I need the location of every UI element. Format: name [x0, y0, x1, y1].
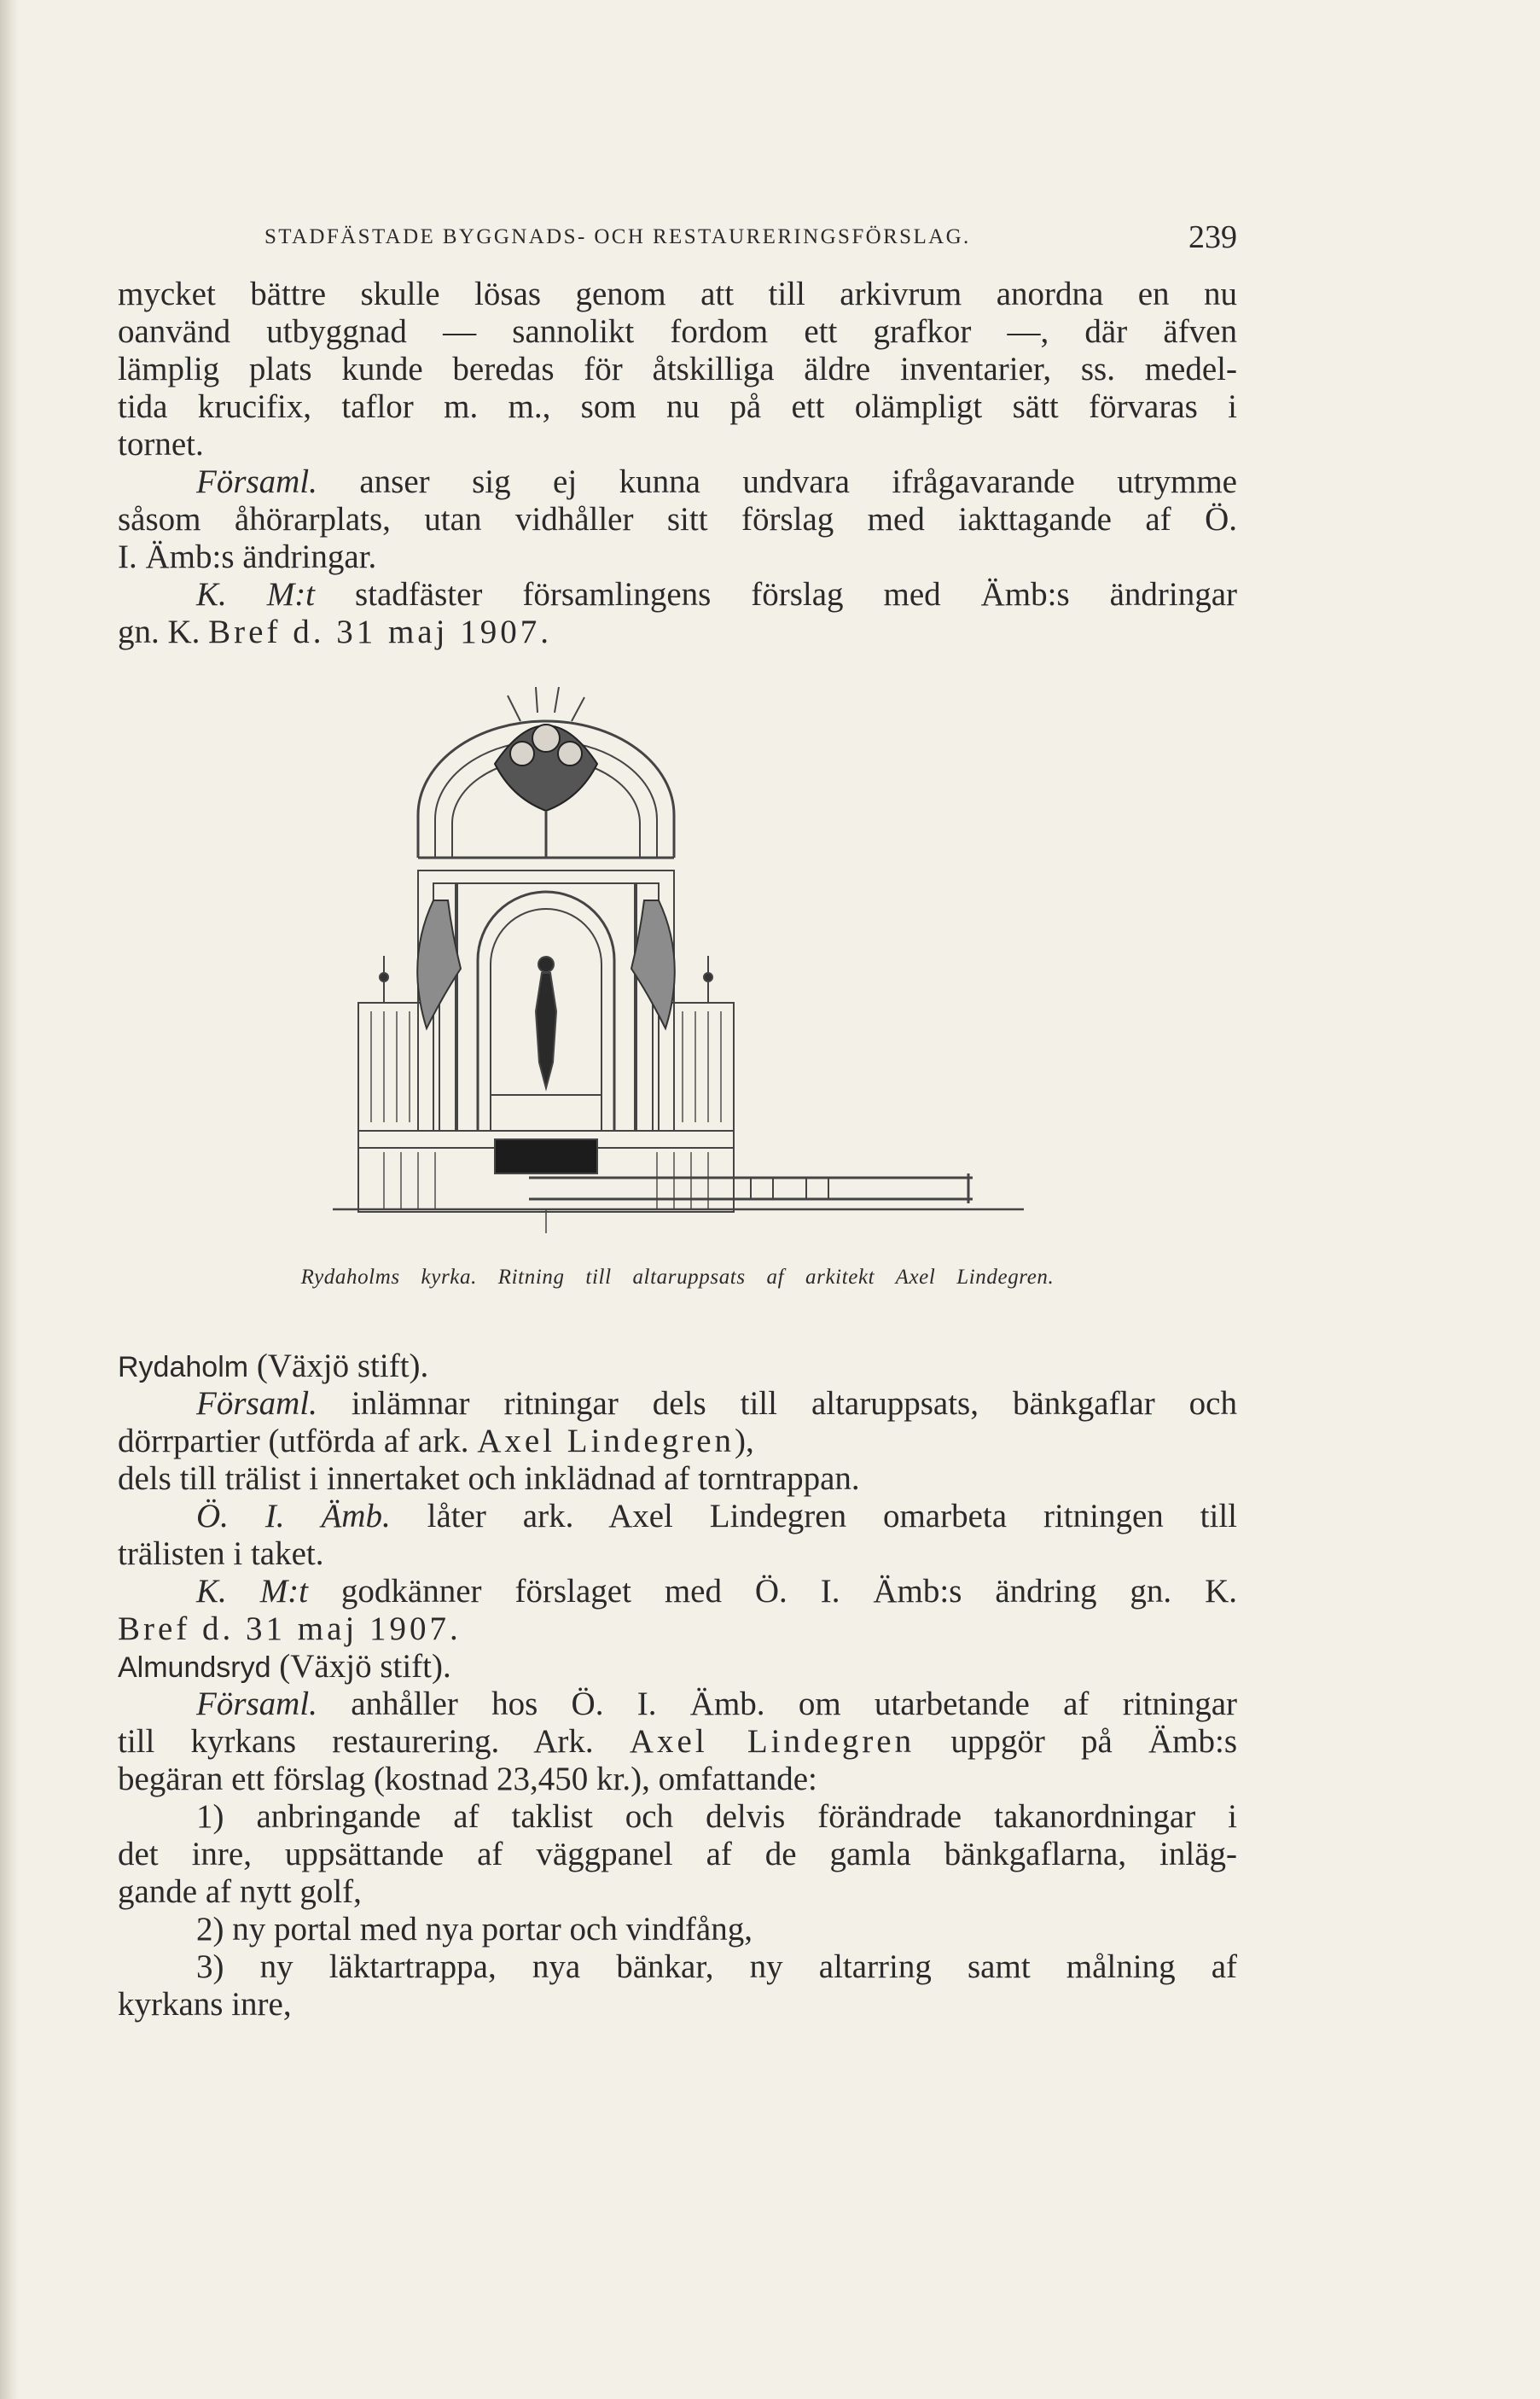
text-span: uppgör på Ämb:s — [915, 1723, 1238, 1760]
text-span: . — [540, 614, 549, 650]
text-span: anser sig ej kunna undvara ifrågavarande utrymme — [317, 463, 1237, 500]
text-span: (Växjö stift). — [270, 1648, 451, 1685]
text-line — [118, 1610, 1237, 1648]
text-line: kyrkans inre, — [118, 1986, 292, 2023]
italic-text: K. M:t — [196, 1573, 308, 1610]
text-span: godkänner förslaget med Ö. I. Ämb:s ändring gn. K. — [308, 1573, 1237, 1610]
spaced-text: Bref d. 31 maj 1907 — [208, 614, 541, 650]
text-line: dels till trälist i innertaket och inklädnad af torntrappan. — [118, 1460, 860, 1497]
text-line — [118, 1385, 1237, 1423]
list-item: 2) ny portal med nya portar och vindfång, — [196, 1911, 753, 1948]
place-name: Rydaholm — [118, 1351, 249, 1383]
list-item: 1) anbringande af taklist och delvis förändrade takanordningar i — [196, 1798, 1237, 1835]
figure-caption: Rydaholms kyrka. Ritning till altaruppsats af arkitekt Axel Lindegren. — [300, 1266, 1055, 1289]
text-line — [118, 1573, 1237, 1610]
text-line: I. Ämb:s ändringar. — [118, 539, 377, 575]
text-line: tida krucifix, taflor m. m., som nu på ett olämpligt sätt förvaras i — [118, 388, 1237, 425]
text-line — [118, 576, 1237, 614]
text-span: anhåller hos Ö. I. Ämb. om utarbetande af ritningar — [317, 1686, 1237, 1722]
entry-heading-rydaholm — [118, 1348, 1237, 1385]
text-line: oanvänd utbyggnad — sannolikt fordom ett grafkor —, där äfven — [118, 313, 1237, 350]
text-span: (Växjö stift). — [248, 1348, 429, 1384]
text-line: begäran ett förslag (kostnad 23,450 kr.), omfattande: — [118, 1761, 817, 1797]
text-span: stadfäster församlingens förslag med Ämb:s ändringar — [315, 576, 1237, 613]
text-span: ), — [735, 1423, 754, 1459]
entry-heading-almundsryd — [118, 1648, 1237, 1686]
italic-text: K. M:t — [196, 576, 316, 613]
text-line — [118, 1686, 1237, 1723]
running-title: STADFÄSTADE BYGGNADS- OCH RESTAURERINGSFÖRSLAG. — [264, 225, 971, 248]
page-header — [264, 218, 1237, 261]
text-line: såsom åhörarplats, utan vidhåller sitt förslag med iakttagande af Ö. — [118, 501, 1237, 538]
text-line: mycket bättre skulle lösas genom att till arkivrum anordna en nu — [118, 276, 1237, 312]
text-line — [118, 1423, 1237, 1460]
text-span: dörrpartier (utförda af ark. — [118, 1423, 478, 1459]
text-line: trälisten i taket. — [118, 1535, 324, 1572]
place-name: Almundsryd — [118, 1651, 271, 1684]
altarpiece-drawing — [324, 687, 1058, 1233]
text-line: det inre, uppsättande af väggpanel af de gamla bänkgaflarna, inläg- — [118, 1836, 1237, 1872]
text-line: gande af nytt golf, — [118, 1873, 362, 1910]
italic-text: Församl. — [196, 1385, 317, 1422]
text-line — [118, 463, 1237, 501]
text-line — [118, 614, 1237, 651]
spaced-text: Bref d. 31 maj 1907 — [118, 1610, 450, 1647]
italic-text: Ö. I. Ämb. — [196, 1498, 391, 1534]
text-line: lämplig plats kunde beredas för åtskilliga äldre inventarier, ss. medel- — [118, 351, 1237, 387]
italic-text: Församl. — [196, 463, 317, 500]
text-span: låter ark. Axel Lindegren omarbeta ritningen till — [390, 1498, 1238, 1534]
text-line: tornet. — [118, 426, 204, 463]
text-span: till kyrkans restaurering. Ark. — [118, 1723, 630, 1760]
text-line — [118, 1723, 1237, 1761]
text-block-continued — [118, 276, 1237, 651]
text-span: . — [450, 1610, 458, 1647]
page-number: 239 — [1188, 219, 1237, 255]
text-span: inlämnar ritningar dels till altaruppsats, bänkgaflar och — [317, 1385, 1237, 1422]
spaced-text: Axel Lindegren — [477, 1423, 735, 1459]
spaced-text: Axel Lindegren — [629, 1723, 915, 1760]
text-span: gn. K. — [118, 614, 209, 650]
text-block-entries — [118, 1348, 1237, 2023]
text-line — [118, 1498, 1237, 1535]
list-item: 3) ny läktartrappa, nya bänkar, ny altarring samt målning af — [196, 1948, 1237, 1985]
page-binding-shadow — [0, 0, 19, 2399]
italic-text: Församl. — [196, 1686, 317, 1722]
